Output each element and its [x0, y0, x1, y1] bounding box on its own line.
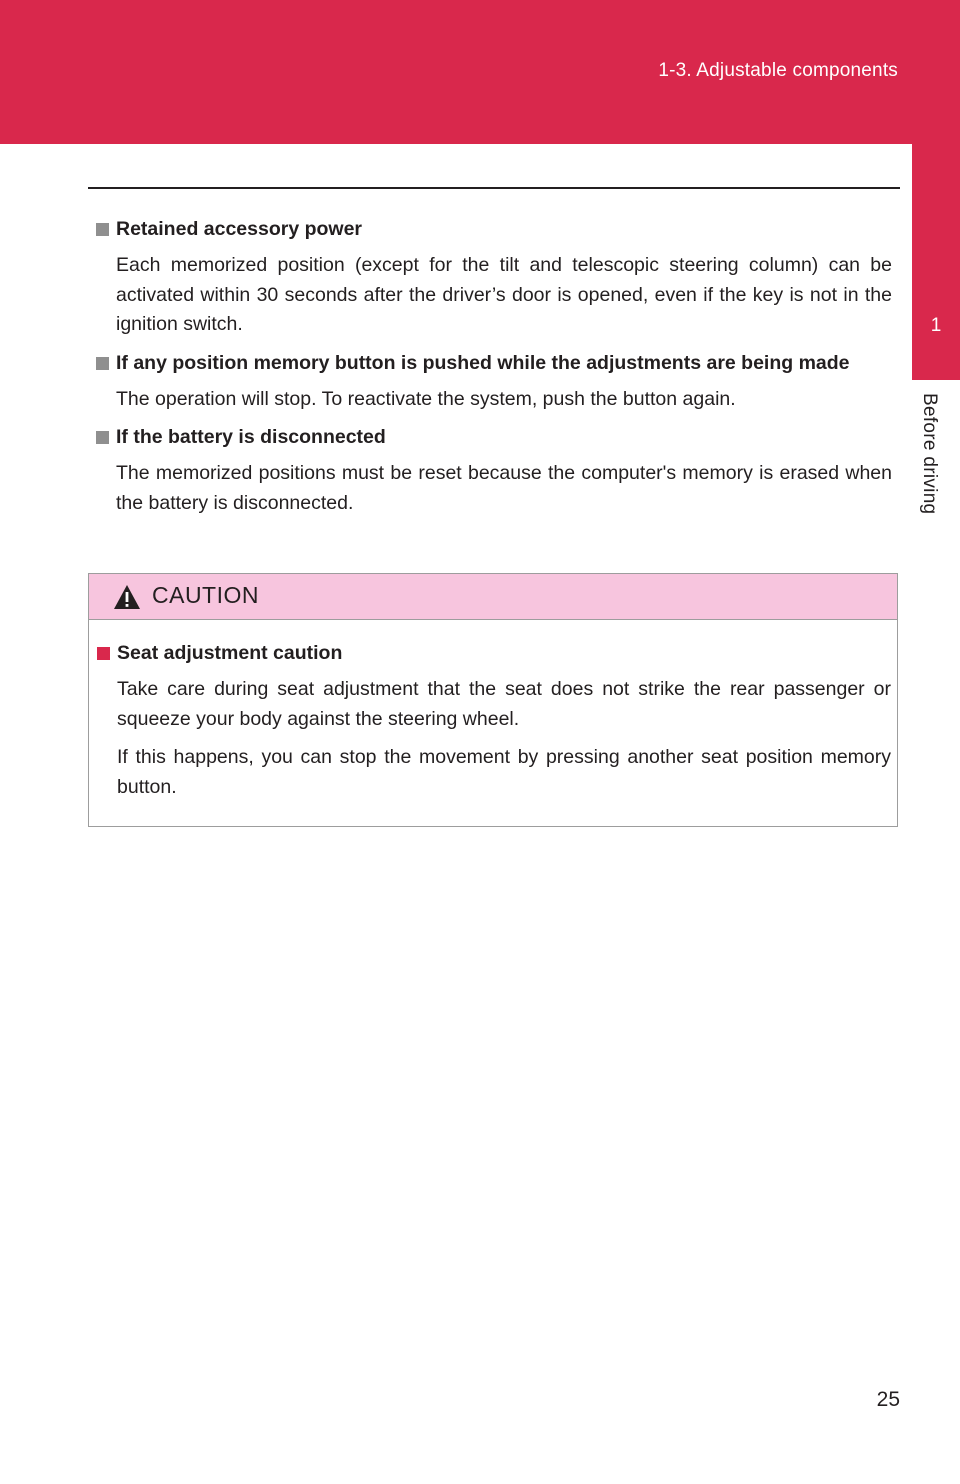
item-body: The memorized positions must be reset because the computer's memory is erased when the battery is disconnected.: [116, 462, 892, 514]
caution-box: [88, 573, 898, 827]
header-band: [0, 0, 960, 144]
caution-paragraph: If this happens, you can stop the movement by pressing another seat position memory button.: [117, 746, 891, 798]
item-heading: If the battery is disconnected: [116, 426, 386, 448]
chapter-number: 1: [930, 315, 942, 336]
section-title: 1-3. Adjustable components: [658, 60, 898, 81]
list-item: [96, 348, 892, 415]
list-item: [96, 214, 892, 340]
item-body: The operation will stop. To reactivate the system, push the button again.: [116, 387, 736, 410]
caution-title: CAUTION: [152, 582, 259, 608]
caution-body: [97, 638, 891, 811]
caution-heading: Seat adjustment caution: [117, 642, 343, 664]
page-number: 25: [876, 1388, 900, 1411]
caution-paragraph: Take care during seat adjustment that the seat does not strike the rear passenger or squeeze your body against the steering wheel.: [117, 678, 891, 730]
chapter-label: Before driving: [919, 393, 940, 515]
square-bullet-icon: [97, 647, 110, 660]
warning-triangle-icon: [113, 584, 141, 610]
chapter-tab: [912, 144, 960, 380]
caution-header: [89, 574, 897, 620]
item-body: Each memorized position (except for the tilt and telescopic steering column) can be activated within 30 seconds after the driver’s door is opened, even if the key is not in the ignition switch.: [116, 254, 892, 335]
square-bullet-icon: [96, 357, 109, 370]
square-bullet-icon: [96, 431, 109, 444]
item-heading: Retained accessory power: [116, 218, 363, 240]
square-bullet-icon: [96, 223, 109, 236]
top-rule: [88, 187, 900, 189]
list-item: [96, 422, 892, 518]
main-content: [96, 214, 892, 526]
item-heading: If any position memory button is pushed while the adjustments are being made: [116, 351, 850, 374]
